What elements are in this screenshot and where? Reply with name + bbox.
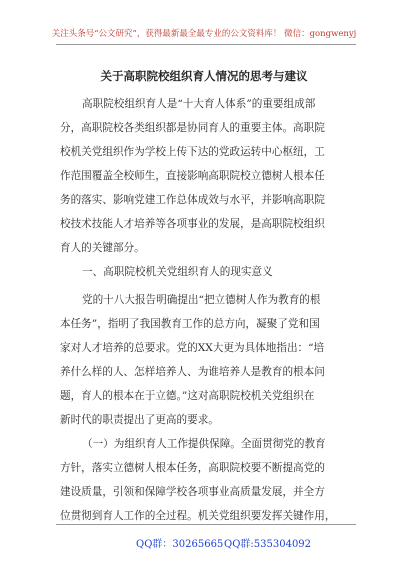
body-line-8: 党的十八大报告明确提出“把立德树人作为教育的根 xyxy=(82,294,321,306)
body-line-7: 育人的关键部分。 xyxy=(60,242,145,254)
body-line-3: 校机关党组织作为学校上传下达的党政运转中心枢纽，工 xyxy=(60,146,325,158)
header-divider xyxy=(56,44,356,45)
footer-qq-group-2: QQ群:535304092 xyxy=(224,539,312,550)
section-heading-1: 一、高职院校机关党组织育人的现实意义 xyxy=(82,266,273,278)
document-title: 关于高职院校组织育人情况的思考与建议 xyxy=(100,69,308,83)
header-promo-note: 关注头条号“公文研究”，获得最新最全最专业的公文资料库！ 微信：gongwenyj xyxy=(51,29,357,39)
body-line-4: 作范围覆盖全校师生，直接影响高职院校立德树人根本任 xyxy=(60,170,325,182)
body-line-11: 养什么样的人、怎样培养人、为谁培养人是教育的根本问 xyxy=(60,366,325,378)
body-line-12: 题，育人的根本在于立德。”这对高职院校机关党组织在 xyxy=(60,390,315,402)
body-line-9: 本任务”，指明了我国教育工作的总方向，凝聚了党和国 xyxy=(60,318,320,330)
body-line-6: 校技术技能人才培养等各项事业的发展，是高职院校组织 xyxy=(60,218,325,230)
body-line-16: 位贯彻到育人工作的全过程。机关党组织要发挥关键作用， xyxy=(60,510,336,522)
body-line-1: 高职院校组织育人是“十大育人体系”的重要组成部 xyxy=(82,98,316,110)
footer-qq-group-1: QQ群：30265665 xyxy=(136,539,224,550)
body-line-15: 建设质量，引领和保障学校各项事业高质量发展，并全方 xyxy=(60,486,325,498)
body-line-5: 务的落实、影响党建工作总体成效与水平，并影响高职院 xyxy=(60,194,325,206)
body-line-14: 方针，落实立德树人根本任务，高职院校要不断提高党的 xyxy=(60,462,325,474)
subsection-heading-1: （一）为组织育人工作提供保障。全面贯彻党的教育 xyxy=(82,438,326,450)
footer-divider xyxy=(56,524,356,525)
body-line-13: 新时代的职责提出了更高的要求。 xyxy=(60,414,219,426)
body-line-2: 分，高职院校各类组织都是协同育人的重要主体。高职院 xyxy=(60,122,325,134)
body-line-10: 家对人才培养的总要求。党的XX大更为具体地指出：“培 xyxy=(60,342,325,354)
